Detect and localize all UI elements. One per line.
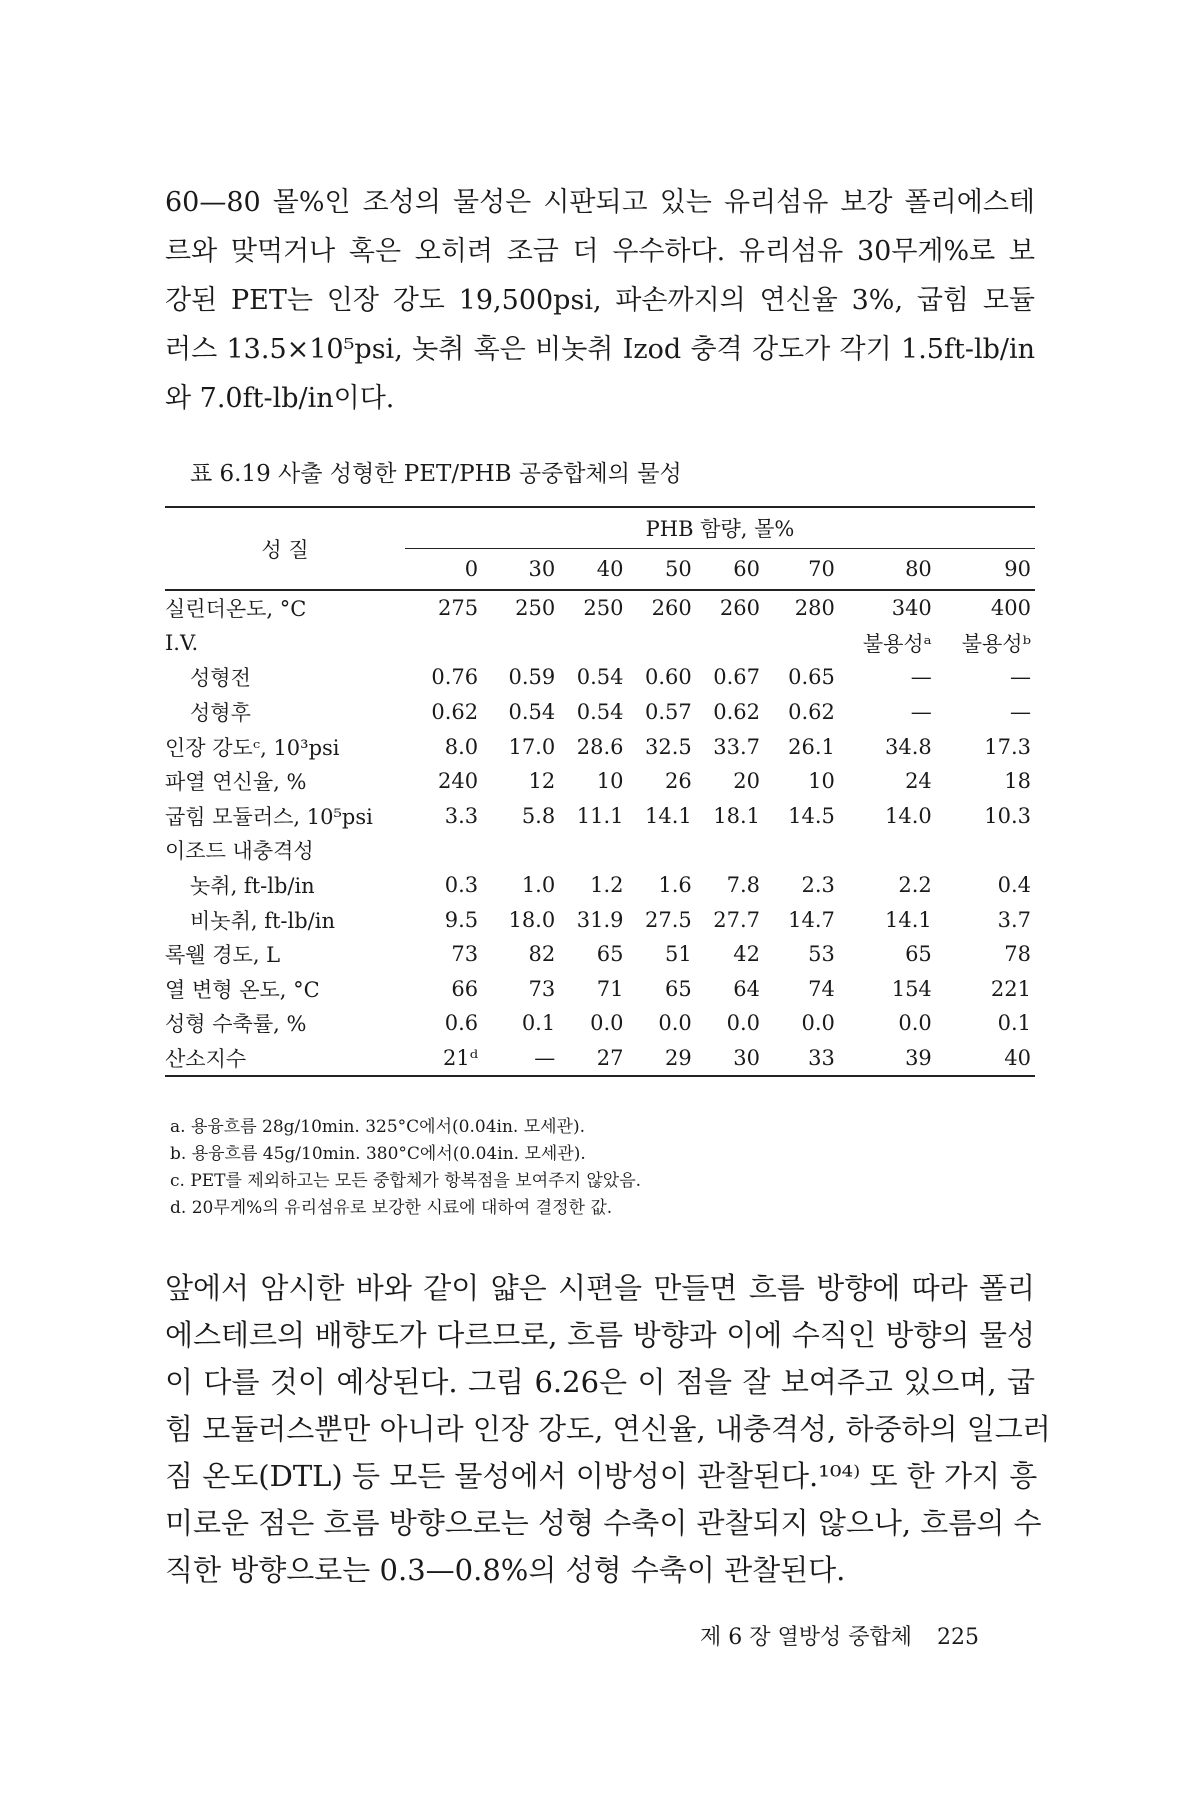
table-cell: 28.6 bbox=[576, 734, 624, 759]
table-cell bbox=[696, 833, 764, 868]
table-cell: 3.7 bbox=[997, 907, 1031, 932]
body-paragraph bbox=[165, 1265, 1051, 1594]
table-row bbox=[165, 972, 1035, 1007]
table-body bbox=[165, 590, 1035, 1076]
table-cell: 27.5 bbox=[644, 907, 692, 932]
table-cell: 0.0 bbox=[658, 1011, 692, 1036]
table-cell: 42 bbox=[733, 942, 761, 967]
table-row bbox=[165, 937, 1035, 972]
table-cell: 260 bbox=[719, 596, 761, 621]
table-cell: 73 bbox=[528, 976, 556, 1001]
table-cell: 12 bbox=[528, 769, 556, 794]
table-cell: 39 bbox=[839, 1041, 936, 1077]
text-line: 60—80 몰%인 조성의 물성은 시판되고 있는 유리섬유 보강 폴리에스테 bbox=[165, 187, 1035, 218]
property-column-header: 성 질 bbox=[165, 507, 405, 590]
phb-content-header: PHB 함량, 몰% bbox=[405, 507, 1035, 549]
table-cell: — bbox=[1010, 700, 1031, 725]
table-cell: 14.1 bbox=[644, 803, 692, 828]
column-header: 70 bbox=[764, 549, 839, 591]
table-cell: 26 bbox=[665, 769, 692, 794]
table-cell: 71 bbox=[596, 976, 624, 1001]
table-cell: 0.1 bbox=[521, 1011, 556, 1036]
table-cell: 0.0 bbox=[726, 1011, 761, 1036]
text-line: 짐 온도(DTL) 등 모든 물성에서 이방성이 관찰된다.¹⁰⁴⁾ 또 한 가지 흥 bbox=[165, 1459, 1038, 1493]
row-label: 파열 연신율, % bbox=[165, 770, 307, 795]
table-row bbox=[165, 729, 1035, 764]
table-row bbox=[165, 833, 1035, 868]
table-cell: 17.3 bbox=[984, 734, 1031, 759]
row-label: 성형 수축률, % bbox=[165, 1012, 307, 1037]
table-cell: 40 bbox=[936, 1041, 1035, 1077]
table-cell: 74 bbox=[808, 976, 835, 1001]
table-cell: 51 bbox=[665, 942, 692, 967]
table-row bbox=[165, 695, 1035, 730]
table-cell: 0.57 bbox=[644, 700, 692, 725]
table-cell: — bbox=[910, 665, 932, 690]
text-line: 힘 모듈러스뿐만 아니라 인장 강도, 연신율, 내충격성, 하중하의 일그러 bbox=[165, 1412, 1051, 1446]
table-cell: 0.54 bbox=[508, 700, 556, 725]
row-label: 성형후 bbox=[190, 701, 251, 726]
table-cell: 34.8 bbox=[885, 734, 932, 759]
table-cell: 1.2 bbox=[590, 873, 624, 898]
table-cell: 9.5 bbox=[444, 907, 479, 932]
table-cell: 18.0 bbox=[508, 907, 556, 932]
table-cell: 불용성ᵇ bbox=[961, 631, 1031, 656]
table-cell: 0.62 bbox=[431, 700, 479, 725]
table-cell: 14.7 bbox=[788, 907, 835, 932]
column-header: 0 bbox=[405, 549, 482, 591]
table-cell: 30 bbox=[696, 1041, 764, 1077]
table-cell: 27.7 bbox=[713, 907, 761, 932]
table-cell: 32.5 bbox=[644, 734, 692, 759]
table-row bbox=[165, 660, 1035, 695]
text-line: 르와 맞먹거나 혹은 오히려 조금 더 우수하다. 유리섬유 30무게%로 보 bbox=[165, 236, 1035, 267]
table-row bbox=[165, 902, 1035, 937]
table-cell: 2.3 bbox=[801, 873, 835, 898]
chapter-title: 제 6 장 열방성 중합체 bbox=[700, 1625, 912, 1650]
table-row bbox=[165, 626, 1035, 661]
table-cell: 14.0 bbox=[885, 803, 932, 828]
table-cell: 0.0 bbox=[590, 1011, 624, 1036]
table-cell: 53 bbox=[808, 942, 835, 967]
table-cell: 275 bbox=[438, 596, 479, 621]
table-cell: 65 bbox=[596, 942, 624, 967]
footnote: b. 용융흐름 45g/10min. 380°C에서(0.04in. 모세관). bbox=[170, 1144, 586, 1164]
table-cell: 0.67 bbox=[713, 665, 761, 690]
column-header: 40 bbox=[559, 549, 627, 591]
table-cell bbox=[405, 833, 482, 868]
table-cell: 11.1 bbox=[576, 803, 624, 828]
table-row bbox=[165, 1006, 1035, 1041]
text-line: 이 다를 것이 예상된다. 그림 6.26은 이 점을 잘 보여주고 있으며, 굽 bbox=[165, 1365, 1035, 1399]
table-cell: 10 bbox=[808, 769, 835, 794]
table-cell: 65 bbox=[905, 942, 932, 967]
table-cell: 0.54 bbox=[576, 665, 624, 690]
table-cell: 불용성ᵃ bbox=[862, 631, 932, 656]
text-line: 와 7.0ft-lb/in이다. bbox=[165, 383, 395, 414]
table-cell: 8.0 bbox=[444, 734, 479, 759]
table-cell: 3.3 bbox=[444, 803, 479, 828]
table-cell: 5.8 bbox=[521, 803, 556, 828]
row-label: 놋취, ft-lb/in bbox=[190, 874, 315, 899]
footnote: a. 용융흐름 28g/10min. 325°C에서(0.04in. 모세관). bbox=[170, 1117, 585, 1137]
table-cell: 221 bbox=[990, 976, 1031, 1001]
table-cell: 260 bbox=[651, 596, 692, 621]
footnote: c. PET를 제외하고는 모든 중합체가 항복점을 보여주지 않았음. bbox=[170, 1171, 642, 1191]
column-header: 30 bbox=[482, 549, 559, 591]
table-cell bbox=[839, 833, 936, 868]
table-cell: 2.2 bbox=[898, 873, 932, 898]
text-line: 앞에서 암시한 바와 같이 얇은 시편을 만들면 흐름 방향에 따라 폴리 bbox=[165, 1271, 1035, 1305]
table-caption: 표 6.19 사출 성형한 PET/PHB 공중합체의 물성 bbox=[190, 461, 682, 487]
page-footer bbox=[700, 1620, 979, 1651]
table-cell: 73 bbox=[451, 942, 479, 967]
footnote: d. 20무게%의 유리섬유로 보강한 시료에 대하여 결정한 값. bbox=[170, 1198, 613, 1218]
column-header: 50 bbox=[627, 549, 695, 591]
table-footnotes bbox=[170, 1114, 641, 1222]
table-row bbox=[165, 868, 1035, 903]
table-cell: 400 bbox=[990, 596, 1031, 621]
table-cell bbox=[696, 626, 764, 661]
table-cell: — bbox=[910, 700, 932, 725]
table-cell: 1.6 bbox=[658, 873, 692, 898]
table-cell bbox=[482, 833, 559, 868]
row-label: 산소지수 bbox=[165, 1041, 405, 1077]
table-cell bbox=[482, 626, 559, 661]
table-row bbox=[165, 799, 1035, 834]
table-cell: 154 bbox=[891, 976, 932, 1001]
text-line: 강된 PET는 인장 강도 19,500psi, 파손까지의 연신율 3%, 굽힘 모듈 bbox=[165, 285, 1035, 316]
properties-table bbox=[165, 506, 1035, 1077]
table-cell bbox=[764, 626, 839, 661]
table-cell: 20 bbox=[733, 769, 761, 794]
table-row bbox=[165, 1041, 1035, 1077]
row-label: 열 변형 온도, °C bbox=[165, 977, 320, 1002]
table-cell: 17.0 bbox=[508, 734, 556, 759]
table-cell: 0.60 bbox=[644, 665, 692, 690]
row-label: 실린더온도, °C bbox=[165, 597, 307, 622]
table-cell: 14.5 bbox=[788, 803, 835, 828]
table-cell bbox=[627, 626, 695, 661]
table-row bbox=[165, 590, 1035, 626]
table-cell: 0.0 bbox=[898, 1011, 932, 1036]
text-line: 직한 방향으로는 0.3—0.8%의 성형 수축이 관찰된다. bbox=[165, 1553, 846, 1587]
table-cell bbox=[627, 833, 695, 868]
table-cell: — bbox=[482, 1041, 559, 1077]
table-cell: 33.7 bbox=[713, 734, 761, 759]
table-cell: 0.6 bbox=[444, 1011, 479, 1036]
table-cell: 250 bbox=[515, 596, 556, 621]
table-cell: 0.1 bbox=[997, 1011, 1031, 1036]
table-cell: 0.0 bbox=[801, 1011, 835, 1036]
text-line: 러스 13.5×10⁵psi, 놋취 혹은 비놋취 Izod 충격 강도가 각기 1.5ft-lb/in bbox=[165, 334, 1035, 365]
table-cell: 0.59 bbox=[508, 665, 556, 690]
table-cell: — bbox=[1010, 665, 1031, 690]
table-cell: 78 bbox=[1004, 942, 1031, 967]
table-cell bbox=[936, 833, 1035, 868]
table-cell: 31.9 bbox=[576, 907, 624, 932]
row-label: I.V. bbox=[165, 630, 199, 655]
table-cell: 0.54 bbox=[576, 700, 624, 725]
table-cell: 340 bbox=[891, 596, 932, 621]
table-cell: 10 bbox=[596, 769, 624, 794]
table-row bbox=[165, 764, 1035, 799]
intro-paragraph bbox=[165, 178, 1035, 423]
column-header: 90 bbox=[936, 549, 1035, 591]
row-label: 이조드 내충격성 bbox=[165, 839, 314, 864]
table-cell: 0.65 bbox=[788, 665, 835, 690]
row-label: 인장 강도ᶜ, 10³psi bbox=[165, 735, 340, 760]
column-header: 80 bbox=[839, 549, 936, 591]
table-cell bbox=[559, 626, 627, 661]
table-cell: 14.1 bbox=[885, 907, 932, 932]
row-label: 굽힘 모듈러스, 10⁵psi bbox=[165, 804, 373, 829]
table-cell: 66 bbox=[451, 976, 479, 1001]
table-cell: 7.8 bbox=[726, 873, 761, 898]
page-number: 225 bbox=[937, 1625, 979, 1650]
table-cell: 280 bbox=[794, 596, 835, 621]
table-cell: 240 bbox=[438, 769, 479, 794]
table-cell: 0.62 bbox=[788, 700, 835, 725]
table-cell: 26.1 bbox=[788, 734, 835, 759]
column-header: 60 bbox=[696, 549, 764, 591]
table-cell bbox=[559, 833, 627, 868]
table-cell: 10.3 bbox=[984, 803, 1031, 828]
table-cell: 64 bbox=[733, 976, 761, 1001]
row-label: 비놋취, ft-lb/in bbox=[190, 908, 335, 933]
table-cell: 65 bbox=[665, 976, 692, 1001]
table-cell: 0.76 bbox=[431, 665, 479, 690]
table-cell: 24 bbox=[905, 769, 932, 794]
text-line: 미로운 점은 흐름 방향으로는 성형 수축이 관찰되지 않으나, 흐름의 수 bbox=[165, 1506, 1042, 1540]
table-cell: 1.0 bbox=[521, 873, 556, 898]
table-cell: 27 bbox=[559, 1041, 627, 1077]
row-label: 성형전 bbox=[190, 666, 251, 691]
table-cell: 21ᵈ bbox=[405, 1041, 482, 1077]
table-cell: 29 bbox=[627, 1041, 695, 1077]
table-cell: 0.62 bbox=[713, 700, 761, 725]
table-cell: 0.3 bbox=[444, 873, 479, 898]
table-cell: 0.4 bbox=[997, 873, 1031, 898]
table-cell: 33 bbox=[764, 1041, 839, 1077]
table-cell: 82 bbox=[528, 942, 556, 967]
table-cell: 18 bbox=[1004, 769, 1031, 794]
table-cell: 250 bbox=[583, 596, 624, 621]
text-line: 에스테르의 배향도가 다르므로, 흐름 방향과 이에 수직인 방향의 물성 bbox=[165, 1318, 1035, 1352]
row-label: 록웰 경도, L bbox=[165, 943, 281, 968]
table-cell: 18.1 bbox=[713, 803, 761, 828]
table-cell bbox=[405, 626, 482, 661]
table-cell bbox=[764, 833, 839, 868]
